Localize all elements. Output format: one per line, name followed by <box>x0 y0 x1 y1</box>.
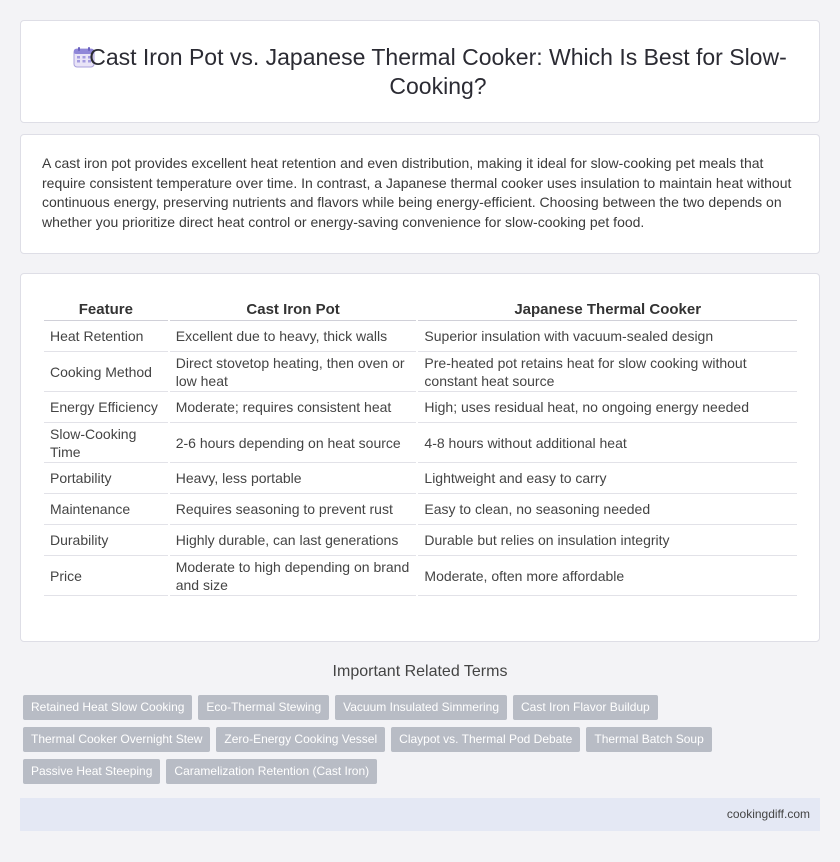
cast-iron-cell: Heavy, less portable <box>170 463 417 494</box>
table-row <box>44 352 797 392</box>
comparison-card <box>20 273 820 642</box>
related-term-tag[interactable]: Thermal Cooker Overnight Stew <box>23 727 210 752</box>
table-row <box>44 556 797 596</box>
table-row <box>44 423 797 463</box>
header-cast-iron: Cast Iron Pot <box>170 295 417 321</box>
cast-iron-cell: Moderate; requires consistent heat <box>170 392 417 423</box>
header-thermal-cooker: Japanese Thermal Cooker <box>418 295 797 321</box>
feature-cell: Energy Efficiency <box>44 392 168 423</box>
intro-text: A cast iron pot provides excellent heat retention and even distribution, making it ideal for slow-cooking pet meals that require consistent temperature over time. In contrast, a Japanese thermal cooker uses insulation to maintain heat without continuous energy, preserving nutrients and flavors while being energy-efficient. Choosing between the two depends on whether you prioritize direct heat control or energy-saving convenience for slow-cooking pet food. <box>42 155 792 230</box>
thermal-cooker-cell: Lightweight and easy to carry <box>418 463 797 494</box>
feature-cell: Durability <box>44 525 168 556</box>
cast-iron-cell: Requires seasoning to prevent rust <box>170 494 417 525</box>
thermal-cooker-cell: Superior insulation with vacuum-sealed design <box>418 321 797 352</box>
related-term-tag[interactable]: Cast Iron Flavor Buildup <box>513 695 658 720</box>
related-term-tag[interactable]: Thermal Batch Soup <box>586 727 711 752</box>
feature-cell: Cooking Method <box>44 352 168 392</box>
cast-iron-cell: Highly durable, can last generations <box>170 525 417 556</box>
thermal-cooker-cell: High; uses residual heat, no ongoing energy needed <box>418 392 797 423</box>
page-title: Cast Iron Pot vs. Japanese Thermal Cooker: Which Is Best for Slow-Cooking? <box>89 44 787 99</box>
related-term-tag[interactable]: Claypot vs. Thermal Pod Debate <box>391 727 580 752</box>
related-term-tag[interactable]: Passive Heat Steeping <box>23 759 160 784</box>
related-term-tag[interactable]: Retained Heat Slow Cooking <box>23 695 192 720</box>
table-row <box>44 525 797 556</box>
intro-card <box>20 134 820 254</box>
table-row <box>44 463 797 494</box>
table-row <box>44 392 797 423</box>
feature-cell: Heat Retention <box>44 321 168 352</box>
related-terms-title: Important Related Terms <box>332 663 508 680</box>
cast-iron-cell: Direct stovetop heating, then oven or low heat <box>170 352 417 392</box>
table-row <box>44 494 797 525</box>
related-term-tag[interactable]: Vacuum Insulated Simmering <box>335 695 507 720</box>
related-term-tag[interactable]: Zero-Energy Cooking Vessel <box>216 727 385 752</box>
feature-cell: Portability <box>44 463 168 494</box>
header-feature: Feature <box>44 295 168 321</box>
cast-iron-cell: Moderate to high depending on brand and size <box>170 556 417 596</box>
feature-cell: Price <box>44 556 168 596</box>
table-row <box>44 321 797 352</box>
thermal-cooker-cell: Durable but relies on insulation integrity <box>418 525 797 556</box>
cast-iron-cell: Excellent due to heavy, thick walls <box>170 321 417 352</box>
cast-iron-cell: 2-6 hours depending on heat source <box>170 423 417 463</box>
related-terms-list <box>23 695 803 791</box>
thermal-cooker-cell: Moderate, often more affordable <box>418 556 797 596</box>
title-card <box>20 20 820 123</box>
footer-site-link[interactable]: cookingdiff.com <box>726 807 810 821</box>
feature-cell: Maintenance <box>44 494 168 525</box>
thermal-cooker-cell: Pre-heated pot retains heat for slow cooking without constant heat source <box>418 352 797 392</box>
table-header-row <box>44 295 797 321</box>
thermal-cooker-cell: Easy to clean, no seasoning needed <box>418 494 797 525</box>
thermal-cooker-cell: 4-8 hours without additional heat <box>418 423 797 463</box>
footer <box>20 798 820 831</box>
related-term-tag[interactable]: Caramelization Retention (Cast Iron) <box>166 759 377 784</box>
feature-cell: Slow-Cooking Time <box>44 423 168 463</box>
related-term-tag[interactable]: Eco-Thermal Stewing <box>198 695 329 720</box>
comparison-table <box>42 295 799 596</box>
